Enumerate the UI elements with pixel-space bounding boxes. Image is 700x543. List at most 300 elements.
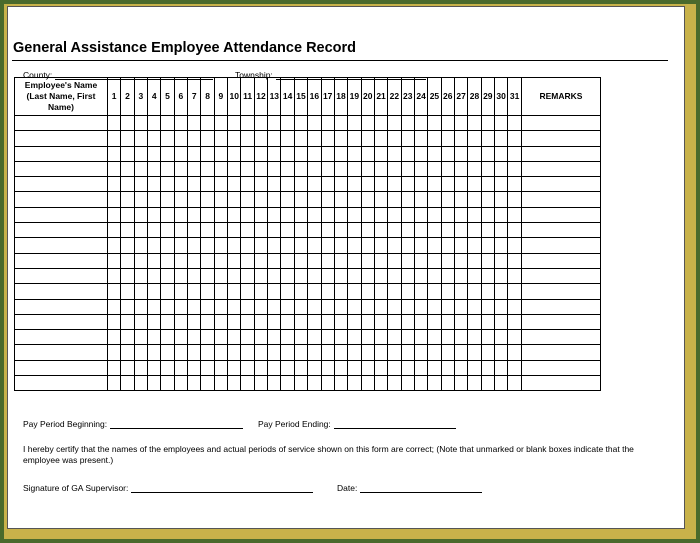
attendance-cell[interactable] — [121, 299, 134, 314]
employee-name-cell[interactable] — [15, 360, 108, 375]
attendance-cell[interactable] — [481, 207, 494, 222]
attendance-cell[interactable] — [201, 223, 214, 238]
attendance-cell[interactable] — [174, 376, 187, 391]
attendance-cell[interactable] — [414, 299, 427, 314]
attendance-cell[interactable] — [108, 345, 121, 360]
attendance-cell[interactable] — [254, 161, 267, 176]
attendance-cell[interactable] — [308, 238, 321, 253]
employee-name-cell[interactable] — [15, 223, 108, 238]
attendance-cell[interactable] — [374, 192, 387, 207]
attendance-cell[interactable] — [174, 299, 187, 314]
attendance-cell[interactable] — [241, 161, 254, 176]
attendance-cell[interactable] — [481, 131, 494, 146]
attendance-cell[interactable] — [414, 284, 427, 299]
attendance-cell[interactable] — [388, 146, 401, 161]
attendance-cell[interactable] — [214, 177, 227, 192]
remarks-cell[interactable] — [522, 223, 601, 238]
attendance-cell[interactable] — [161, 253, 174, 268]
remarks-cell[interactable] — [522, 345, 601, 360]
attendance-cell[interactable] — [174, 330, 187, 345]
attendance-cell[interactable] — [414, 360, 427, 375]
attendance-cell[interactable] — [108, 330, 121, 345]
attendance-cell[interactable] — [508, 131, 522, 146]
attendance-cell[interactable] — [254, 330, 267, 345]
attendance-cell[interactable] — [268, 161, 281, 176]
attendance-cell[interactable] — [228, 177, 241, 192]
employee-name-cell[interactable] — [15, 161, 108, 176]
attendance-cell[interactable] — [228, 207, 241, 222]
attendance-cell[interactable] — [481, 116, 494, 131]
attendance-cell[interactable] — [214, 253, 227, 268]
attendance-cell[interactable] — [268, 253, 281, 268]
attendance-cell[interactable] — [161, 299, 174, 314]
attendance-cell[interactable] — [281, 314, 294, 329]
attendance-cell[interactable] — [308, 345, 321, 360]
attendance-cell[interactable] — [254, 268, 267, 283]
attendance-cell[interactable] — [348, 146, 361, 161]
attendance-cell[interactable] — [228, 131, 241, 146]
attendance-cell[interactable] — [134, 238, 147, 253]
attendance-cell[interactable] — [321, 253, 334, 268]
attendance-cell[interactable] — [428, 284, 441, 299]
attendance-cell[interactable] — [268, 345, 281, 360]
attendance-cell[interactable] — [268, 131, 281, 146]
attendance-cell[interactable] — [508, 238, 522, 253]
attendance-cell[interactable] — [148, 299, 161, 314]
attendance-cell[interactable] — [201, 131, 214, 146]
attendance-cell[interactable] — [121, 116, 134, 131]
attendance-cell[interactable] — [361, 192, 374, 207]
attendance-cell[interactable] — [308, 360, 321, 375]
attendance-cell[interactable] — [148, 360, 161, 375]
attendance-cell[interactable] — [108, 116, 121, 131]
attendance-cell[interactable] — [348, 131, 361, 146]
attendance-cell[interactable] — [361, 207, 374, 222]
attendance-cell[interactable] — [201, 284, 214, 299]
attendance-cell[interactable] — [174, 192, 187, 207]
attendance-cell[interactable] — [401, 268, 414, 283]
attendance-cell[interactable] — [214, 284, 227, 299]
remarks-cell[interactable] — [522, 330, 601, 345]
attendance-cell[interactable] — [468, 268, 481, 283]
attendance-cell[interactable] — [388, 116, 401, 131]
attendance-cell[interactable] — [148, 207, 161, 222]
attendance-cell[interactable] — [441, 299, 454, 314]
attendance-cell[interactable] — [281, 192, 294, 207]
attendance-cell[interactable] — [134, 360, 147, 375]
attendance-cell[interactable] — [428, 253, 441, 268]
attendance-cell[interactable] — [508, 330, 522, 345]
remarks-cell[interactable] — [522, 238, 601, 253]
attendance-cell[interactable] — [174, 238, 187, 253]
attendance-cell[interactable] — [481, 284, 494, 299]
attendance-cell[interactable] — [201, 207, 214, 222]
attendance-cell[interactable] — [428, 223, 441, 238]
attendance-cell[interactable] — [201, 116, 214, 131]
attendance-cell[interactable] — [334, 223, 347, 238]
attendance-cell[interactable] — [468, 299, 481, 314]
attendance-cell[interactable] — [174, 284, 187, 299]
attendance-cell[interactable] — [174, 345, 187, 360]
attendance-cell[interactable] — [268, 299, 281, 314]
attendance-cell[interactable] — [401, 376, 414, 391]
attendance-cell[interactable] — [121, 314, 134, 329]
remarks-cell[interactable] — [522, 376, 601, 391]
attendance-cell[interactable] — [468, 376, 481, 391]
attendance-cell[interactable] — [148, 314, 161, 329]
attendance-cell[interactable] — [201, 345, 214, 360]
attendance-cell[interactable] — [374, 223, 387, 238]
attendance-cell[interactable] — [334, 192, 347, 207]
attendance-cell[interactable] — [321, 238, 334, 253]
attendance-cell[interactable] — [494, 376, 507, 391]
attendance-cell[interactable] — [428, 177, 441, 192]
attendance-cell[interactable] — [361, 161, 374, 176]
employee-name-cell[interactable] — [15, 299, 108, 314]
attendance-cell[interactable] — [121, 268, 134, 283]
attendance-cell[interactable] — [161, 314, 174, 329]
attendance-cell[interactable] — [241, 131, 254, 146]
attendance-cell[interactable] — [321, 192, 334, 207]
attendance-cell[interactable] — [414, 253, 427, 268]
attendance-cell[interactable] — [321, 177, 334, 192]
attendance-cell[interactable] — [494, 146, 507, 161]
attendance-cell[interactable] — [134, 146, 147, 161]
employee-name-cell[interactable] — [15, 284, 108, 299]
attendance-cell[interactable] — [348, 238, 361, 253]
attendance-cell[interactable] — [454, 223, 467, 238]
attendance-cell[interactable] — [214, 330, 227, 345]
attendance-cell[interactable] — [348, 360, 361, 375]
attendance-cell[interactable] — [481, 376, 494, 391]
attendance-cell[interactable] — [161, 360, 174, 375]
attendance-cell[interactable] — [241, 253, 254, 268]
attendance-cell[interactable] — [401, 161, 414, 176]
attendance-cell[interactable] — [334, 299, 347, 314]
attendance-cell[interactable] — [481, 253, 494, 268]
attendance-cell[interactable] — [321, 314, 334, 329]
attendance-cell[interactable] — [388, 223, 401, 238]
attendance-cell[interactable] — [268, 238, 281, 253]
attendance-cell[interactable] — [454, 360, 467, 375]
attendance-cell[interactable] — [388, 314, 401, 329]
attendance-cell[interactable] — [188, 161, 201, 176]
attendance-cell[interactable] — [374, 116, 387, 131]
remarks-cell[interactable] — [522, 177, 601, 192]
attendance-cell[interactable] — [308, 299, 321, 314]
attendance-cell[interactable] — [454, 238, 467, 253]
attendance-cell[interactable] — [134, 330, 147, 345]
attendance-cell[interactable] — [508, 284, 522, 299]
attendance-cell[interactable] — [121, 161, 134, 176]
attendance-cell[interactable] — [414, 116, 427, 131]
attendance-cell[interactable] — [134, 314, 147, 329]
attendance-cell[interactable] — [268, 314, 281, 329]
attendance-cell[interactable] — [214, 223, 227, 238]
attendance-cell[interactable] — [494, 299, 507, 314]
attendance-cell[interactable] — [134, 223, 147, 238]
attendance-cell[interactable] — [308, 314, 321, 329]
attendance-cell[interactable] — [401, 345, 414, 360]
attendance-cell[interactable] — [161, 161, 174, 176]
attendance-cell[interactable] — [134, 253, 147, 268]
attendance-cell[interactable] — [254, 223, 267, 238]
attendance-cell[interactable] — [321, 146, 334, 161]
attendance-cell[interactable] — [441, 253, 454, 268]
attendance-cell[interactable] — [321, 268, 334, 283]
attendance-cell[interactable] — [494, 161, 507, 176]
attendance-cell[interactable] — [388, 268, 401, 283]
attendance-cell[interactable] — [468, 146, 481, 161]
employee-name-cell[interactable] — [15, 330, 108, 345]
attendance-cell[interactable] — [241, 376, 254, 391]
attendance-cell[interactable] — [441, 192, 454, 207]
attendance-cell[interactable] — [508, 360, 522, 375]
attendance-cell[interactable] — [294, 299, 307, 314]
attendance-cell[interactable] — [188, 284, 201, 299]
attendance-cell[interactable] — [174, 207, 187, 222]
attendance-cell[interactable] — [268, 116, 281, 131]
attendance-cell[interactable] — [481, 161, 494, 176]
attendance-cell[interactable] — [148, 192, 161, 207]
attendance-cell[interactable] — [454, 192, 467, 207]
attendance-cell[interactable] — [401, 207, 414, 222]
attendance-cell[interactable] — [468, 314, 481, 329]
attendance-cell[interactable] — [121, 253, 134, 268]
attendance-cell[interactable] — [108, 299, 121, 314]
attendance-cell[interactable] — [348, 284, 361, 299]
attendance-cell[interactable] — [508, 314, 522, 329]
attendance-cell[interactable] — [188, 116, 201, 131]
attendance-cell[interactable] — [468, 345, 481, 360]
attendance-cell[interactable] — [268, 284, 281, 299]
attendance-cell[interactable] — [254, 116, 267, 131]
attendance-cell[interactable] — [254, 299, 267, 314]
attendance-cell[interactable] — [428, 376, 441, 391]
attendance-cell[interactable] — [414, 330, 427, 345]
attendance-cell[interactable] — [321, 376, 334, 391]
attendance-cell[interactable] — [428, 131, 441, 146]
attendance-cell[interactable] — [454, 116, 467, 131]
attendance-cell[interactable] — [454, 177, 467, 192]
attendance-cell[interactable] — [374, 314, 387, 329]
attendance-cell[interactable] — [281, 268, 294, 283]
attendance-cell[interactable] — [374, 177, 387, 192]
attendance-cell[interactable] — [268, 177, 281, 192]
attendance-cell[interactable] — [334, 207, 347, 222]
attendance-cell[interactable] — [148, 376, 161, 391]
attendance-cell[interactable] — [121, 146, 134, 161]
attendance-cell[interactable] — [401, 253, 414, 268]
attendance-cell[interactable] — [361, 131, 374, 146]
attendance-cell[interactable] — [108, 207, 121, 222]
attendance-cell[interactable] — [388, 299, 401, 314]
attendance-cell[interactable] — [308, 284, 321, 299]
attendance-cell[interactable] — [348, 268, 361, 283]
attendance-cell[interactable] — [361, 345, 374, 360]
attendance-cell[interactable] — [441, 131, 454, 146]
attendance-cell[interactable] — [374, 299, 387, 314]
attendance-cell[interactable] — [174, 253, 187, 268]
attendance-cell[interactable] — [254, 284, 267, 299]
attendance-cell[interactable] — [121, 376, 134, 391]
attendance-cell[interactable] — [134, 284, 147, 299]
attendance-cell[interactable] — [214, 360, 227, 375]
attendance-cell[interactable] — [294, 268, 307, 283]
attendance-cell[interactable] — [241, 146, 254, 161]
attendance-cell[interactable] — [388, 161, 401, 176]
attendance-cell[interactable] — [401, 177, 414, 192]
attendance-cell[interactable] — [401, 131, 414, 146]
attendance-cell[interactable] — [401, 192, 414, 207]
attendance-cell[interactable] — [388, 192, 401, 207]
attendance-cell[interactable] — [388, 284, 401, 299]
attendance-cell[interactable] — [348, 330, 361, 345]
attendance-cell[interactable] — [348, 253, 361, 268]
attendance-cell[interactable] — [174, 161, 187, 176]
attendance-cell[interactable] — [454, 314, 467, 329]
attendance-cell[interactable] — [428, 330, 441, 345]
attendance-cell[interactable] — [361, 376, 374, 391]
attendance-cell[interactable] — [468, 284, 481, 299]
attendance-cell[interactable] — [468, 223, 481, 238]
attendance-cell[interactable] — [254, 360, 267, 375]
attendance-cell[interactable] — [268, 268, 281, 283]
attendance-cell[interactable] — [428, 360, 441, 375]
employee-name-cell[interactable] — [15, 131, 108, 146]
attendance-cell[interactable] — [134, 268, 147, 283]
attendance-cell[interactable] — [388, 376, 401, 391]
attendance-cell[interactable] — [494, 330, 507, 345]
attendance-cell[interactable] — [268, 223, 281, 238]
attendance-cell[interactable] — [148, 116, 161, 131]
attendance-cell[interactable] — [494, 345, 507, 360]
attendance-cell[interactable] — [334, 376, 347, 391]
attendance-cell[interactable] — [214, 299, 227, 314]
attendance-cell[interactable] — [228, 360, 241, 375]
attendance-cell[interactable] — [321, 284, 334, 299]
attendance-cell[interactable] — [108, 360, 121, 375]
signature-input-line[interactable] — [131, 483, 313, 493]
attendance-cell[interactable] — [241, 345, 254, 360]
attendance-cell[interactable] — [268, 376, 281, 391]
remarks-cell[interactable] — [522, 207, 601, 222]
attendance-cell[interactable] — [481, 223, 494, 238]
attendance-cell[interactable] — [121, 345, 134, 360]
attendance-cell[interactable] — [508, 223, 522, 238]
attendance-cell[interactable] — [201, 360, 214, 375]
attendance-cell[interactable] — [268, 330, 281, 345]
attendance-cell[interactable] — [294, 192, 307, 207]
attendance-cell[interactable] — [241, 116, 254, 131]
attendance-cell[interactable] — [228, 330, 241, 345]
attendance-cell[interactable] — [494, 207, 507, 222]
attendance-cell[interactable] — [388, 238, 401, 253]
attendance-cell[interactable] — [228, 268, 241, 283]
attendance-cell[interactable] — [174, 268, 187, 283]
attendance-cell[interactable] — [321, 161, 334, 176]
attendance-cell[interactable] — [188, 268, 201, 283]
date-input-line[interactable] — [360, 483, 482, 493]
attendance-cell[interactable] — [494, 238, 507, 253]
attendance-cell[interactable] — [468, 238, 481, 253]
attendance-cell[interactable] — [494, 223, 507, 238]
attendance-cell[interactable] — [414, 177, 427, 192]
attendance-cell[interactable] — [268, 146, 281, 161]
attendance-cell[interactable] — [414, 146, 427, 161]
attendance-cell[interactable] — [441, 146, 454, 161]
attendance-cell[interactable] — [494, 131, 507, 146]
attendance-cell[interactable] — [281, 330, 294, 345]
attendance-cell[interactable] — [254, 314, 267, 329]
attendance-cell[interactable] — [481, 314, 494, 329]
employee-name-cell[interactable] — [15, 314, 108, 329]
attendance-cell[interactable] — [241, 330, 254, 345]
attendance-cell[interactable] — [121, 330, 134, 345]
attendance-cell[interactable] — [214, 314, 227, 329]
attendance-cell[interactable] — [281, 284, 294, 299]
remarks-cell[interactable] — [522, 314, 601, 329]
attendance-cell[interactable] — [308, 161, 321, 176]
attendance-cell[interactable] — [201, 238, 214, 253]
attendance-cell[interactable] — [401, 360, 414, 375]
attendance-cell[interactable] — [414, 238, 427, 253]
attendance-cell[interactable] — [228, 146, 241, 161]
attendance-cell[interactable] — [441, 177, 454, 192]
attendance-cell[interactable] — [348, 116, 361, 131]
attendance-cell[interactable] — [241, 223, 254, 238]
attendance-cell[interactable] — [441, 284, 454, 299]
attendance-cell[interactable] — [334, 238, 347, 253]
employee-name-cell[interactable] — [15, 345, 108, 360]
attendance-cell[interactable] — [494, 360, 507, 375]
attendance-cell[interactable] — [468, 207, 481, 222]
attendance-cell[interactable] — [241, 177, 254, 192]
attendance-cell[interactable] — [228, 314, 241, 329]
attendance-cell[interactable] — [414, 161, 427, 176]
attendance-cell[interactable] — [121, 192, 134, 207]
attendance-cell[interactable] — [201, 146, 214, 161]
attendance-cell[interactable] — [228, 299, 241, 314]
attendance-cell[interactable] — [508, 253, 522, 268]
attendance-cell[interactable] — [108, 223, 121, 238]
attendance-cell[interactable] — [414, 268, 427, 283]
attendance-cell[interactable] — [348, 314, 361, 329]
attendance-cell[interactable] — [268, 360, 281, 375]
pay-period-ending-input-line[interactable] — [334, 419, 456, 429]
attendance-cell[interactable] — [148, 223, 161, 238]
attendance-cell[interactable] — [428, 268, 441, 283]
attendance-cell[interactable] — [134, 116, 147, 131]
attendance-cell[interactable] — [401, 116, 414, 131]
attendance-cell[interactable] — [308, 268, 321, 283]
attendance-cell[interactable] — [374, 207, 387, 222]
attendance-cell[interactable] — [294, 253, 307, 268]
attendance-cell[interactable] — [334, 330, 347, 345]
attendance-cell[interactable] — [361, 223, 374, 238]
attendance-cell[interactable] — [428, 238, 441, 253]
attendance-cell[interactable] — [441, 223, 454, 238]
attendance-cell[interactable] — [254, 376, 267, 391]
attendance-cell[interactable] — [334, 268, 347, 283]
attendance-cell[interactable] — [241, 207, 254, 222]
attendance-cell[interactable] — [241, 268, 254, 283]
attendance-cell[interactable] — [428, 192, 441, 207]
attendance-cell[interactable] — [281, 253, 294, 268]
attendance-cell[interactable] — [321, 116, 334, 131]
employee-name-cell[interactable] — [15, 238, 108, 253]
attendance-cell[interactable] — [414, 314, 427, 329]
